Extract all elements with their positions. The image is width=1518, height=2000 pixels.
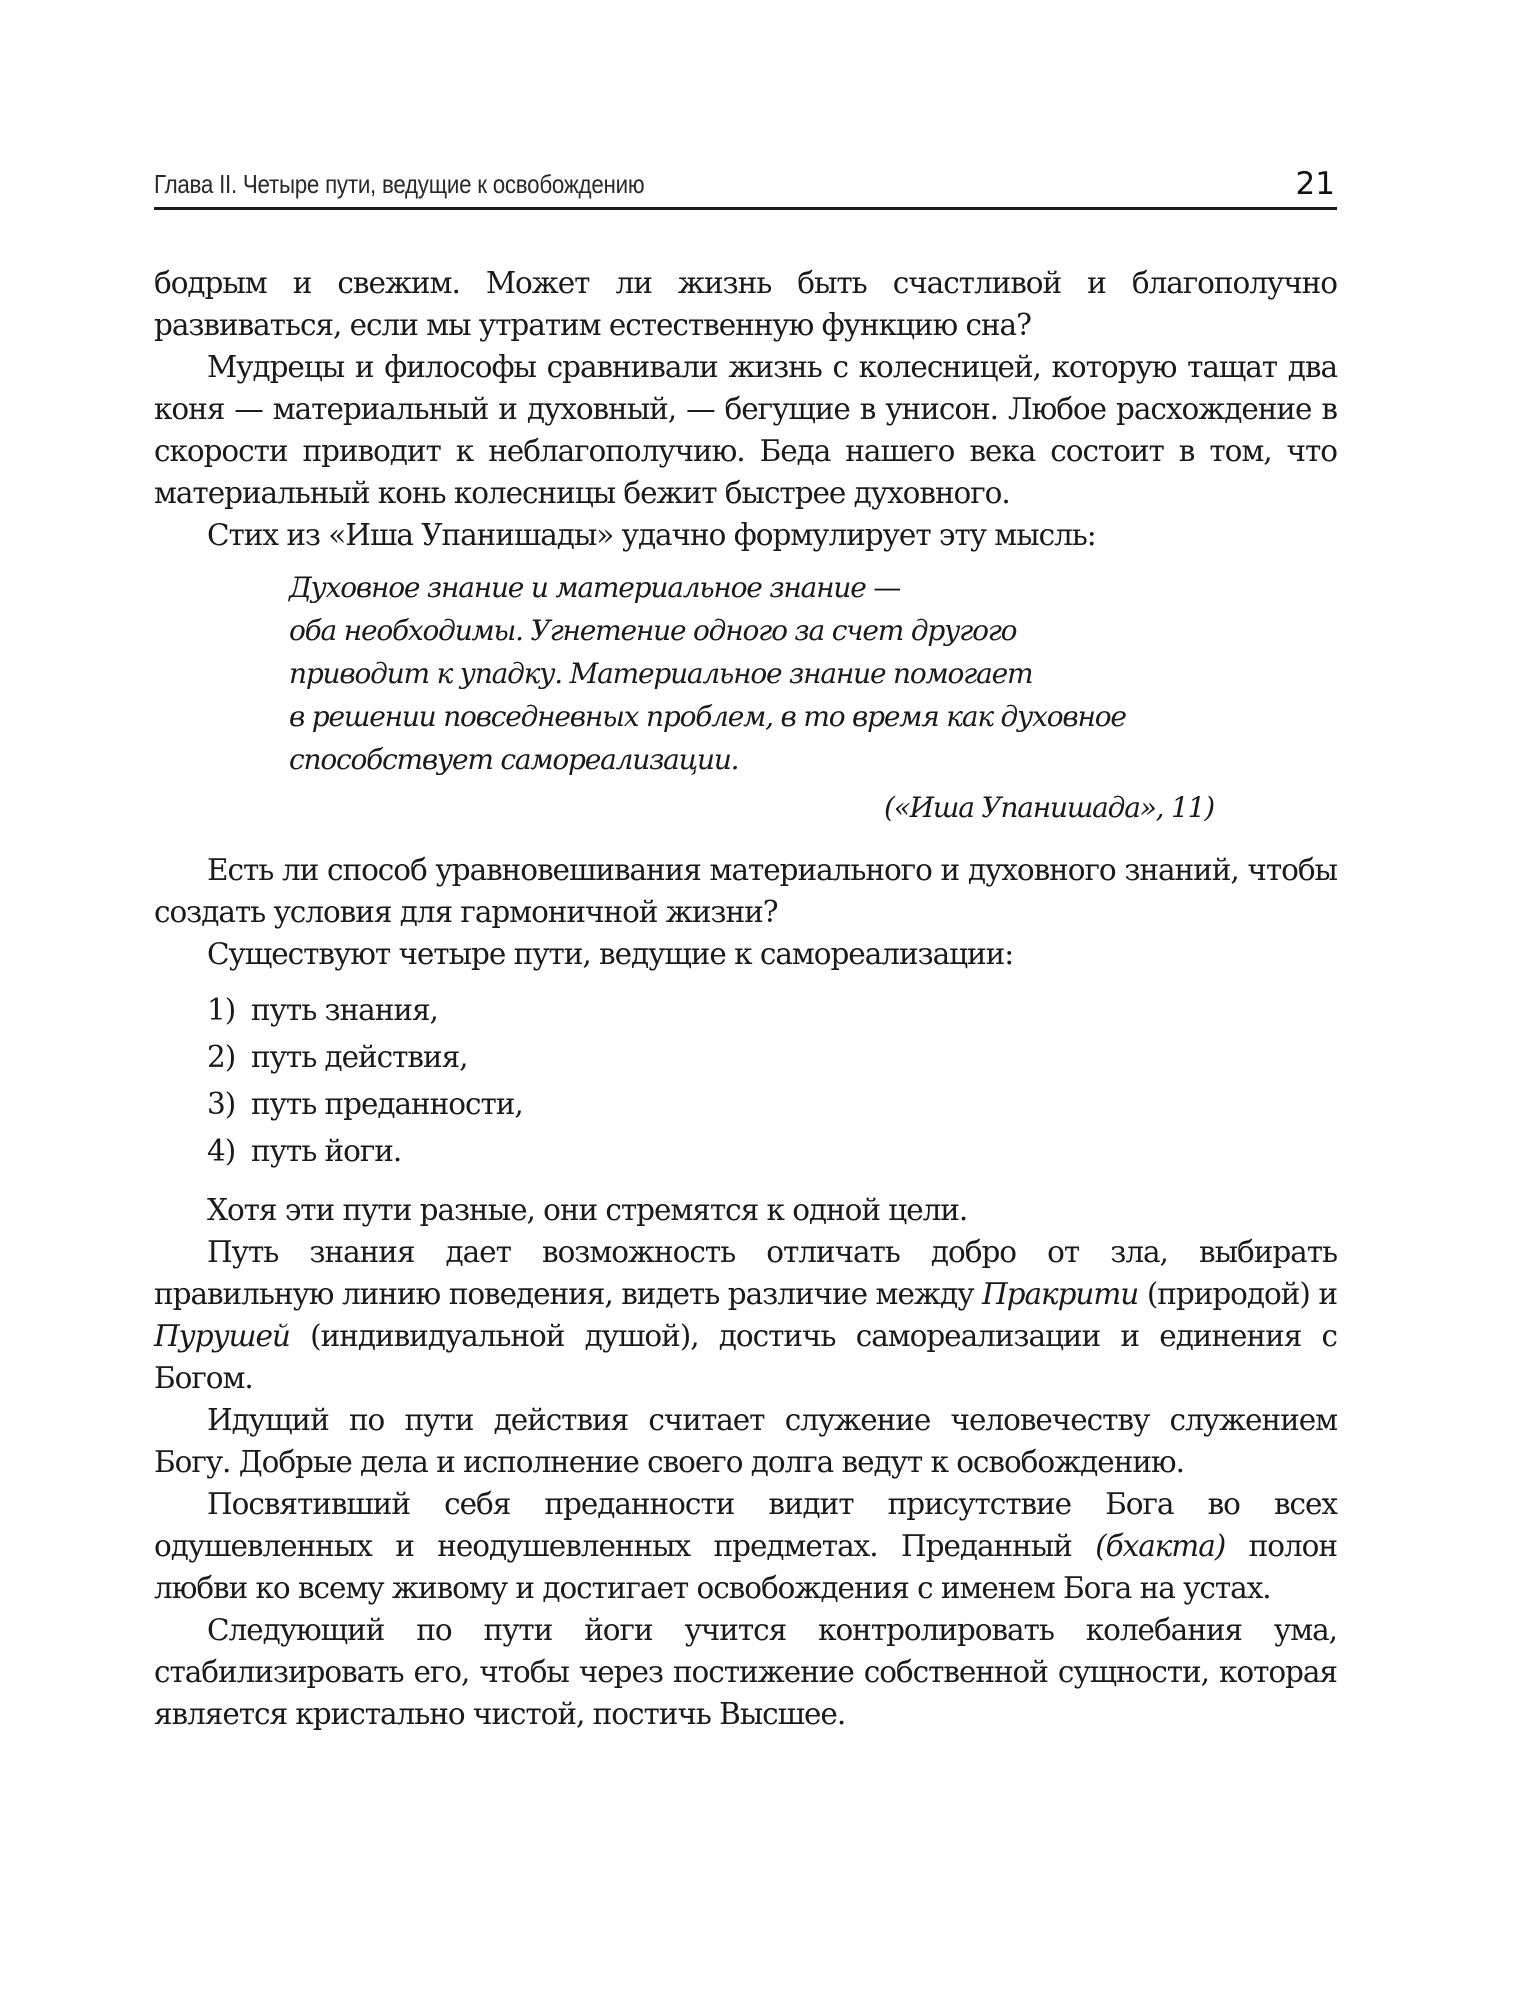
list-text: путь знания, <box>251 993 438 1027</box>
paths-list <box>207 987 1337 1175</box>
chapter-title: Глава II. Четыре пути, ведущие к освобождению <box>154 169 645 199</box>
epigraph-quote <box>289 566 1189 781</box>
running-head <box>154 160 1337 204</box>
paragraph-4: Есть ли способ уравновешивания материального и духовного знаний, чтобы создать условия для гармоничной жизни? <box>154 853 1337 929</box>
quote-line: в решении повседневных проблем, в то время как духовное <box>289 700 1126 733</box>
list-number: 4) <box>207 1134 236 1168</box>
text-run: (индивидуальной душой), достичь самореализации и единения с Богом. <box>154 1319 1337 1395</box>
body-text <box>154 262 1337 1735</box>
page-number: 21 <box>1295 166 1335 202</box>
text-run: полон любви ко всему живому и достигает освобождения с именем Бога на устах. <box>154 1529 1337 1605</box>
list-number: 1) <box>207 993 236 1027</box>
text-run: (природой) и <box>1138 1277 1337 1311</box>
quote-line: способствует самореализации. <box>289 743 739 776</box>
text-run: Посвятивший себя преданности видит присутствие Бога во всех одушевленных и неодушевленных предметах. Преданный <box>154 1487 1337 1563</box>
paragraph-5: Существуют четыре пути, ведущие к самореализации: <box>207 937 1014 971</box>
list-text: путь йоги. <box>251 1134 402 1168</box>
quote-line: Духовное знание и материальное знание — <box>289 571 901 604</box>
quote-line: оба необходимы. Угнетение одного за счет другого <box>289 614 1017 647</box>
paragraph-3: Стих из «Иша Упанишады» удачно формулирует эту мысль: <box>207 518 1096 552</box>
list-text: путь действия, <box>251 1040 468 1074</box>
paragraph-1: бодрым и свежим. Может ли жизнь быть счастливой и благополучно развиваться, если мы утратим естественную функцию сна? <box>154 266 1337 342</box>
paragraph-10: Следующий по пути йоги учится контролировать колебания ума, стабилизировать его, чтобы через постижение собственной сущности, которая является кристально чистой, постичь Высшее. <box>154 1613 1337 1731</box>
paragraph-6: Хотя эти пути разные, они стремятся к одной цели. <box>207 1193 968 1227</box>
paragraph-7 <box>154 1231 1337 1399</box>
list-item <box>207 1128 1337 1175</box>
list-item <box>207 1034 1337 1081</box>
term-purusha: Пурушей <box>154 1319 290 1353</box>
list-item <box>207 1081 1337 1128</box>
list-number: 3) <box>207 1087 236 1121</box>
list-number: 2) <box>207 1040 236 1074</box>
header-rule <box>154 207 1337 210</box>
paragraph-2: Мудрецы и философы сравнивали жизнь с колесницей, которую тащат два коня — материальный и духовный, — бегущие в унисон. Любое расхождение в скорости приводит к неблагополучию. Беда нашего века состоит в том, что материальный конь колесницы бежит быстрее духовного. <box>154 350 1337 510</box>
term-prakriti: Пракрити <box>981 1277 1139 1311</box>
text-run: Путь знания дает возможность отличать добро от зла, выбирать правильную линию поведения, видеть различие между <box>154 1235 1337 1311</box>
quote-line: приводит к упадку. Материальное знание помогает <box>289 657 1033 690</box>
list-text: путь преданности, <box>251 1087 523 1121</box>
paragraph-8: Идущий по пути действия считает служение человечеству служением Богу. Добрые дела и исполнение своего долга ведут к освобождению. <box>154 1403 1337 1479</box>
book-page <box>154 0 1337 2000</box>
paragraph-9 <box>154 1483 1337 1609</box>
quote-attribution: («Иша Упанишада», 11) <box>884 791 1214 824</box>
term-bhakta: (бхакта) <box>1095 1529 1226 1563</box>
list-item <box>207 987 1337 1034</box>
